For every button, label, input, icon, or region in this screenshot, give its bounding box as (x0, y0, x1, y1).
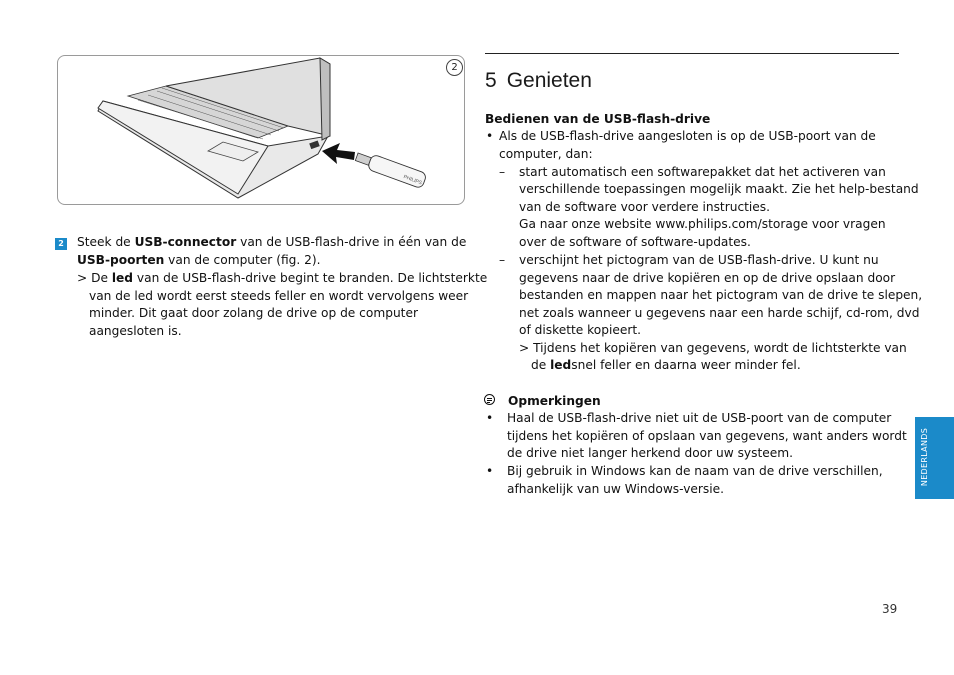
bullet-text-line: Als de USB-flash-drive aangesloten is op de USB-poort van de (499, 129, 876, 143)
bullet-text-line: computer, dan: (499, 147, 593, 161)
note-text-line: afhankelijk van uw Windows-versie. (507, 482, 725, 496)
subheading: Bedienen van de USB-flash-drive (485, 112, 711, 126)
dash-text-line: of diskette kopieert. (519, 323, 642, 337)
note-text-line: de drive niet langer herkend door uw systeem. (507, 446, 794, 460)
dash-text-line: verschijnt het pictogram van de USB-flash-drive. U kunt nu (519, 253, 879, 267)
step-badge: 2 (55, 238, 67, 250)
step-result-line: > De led van de USB-flash-drive begint te branden. De lichtsterkte (77, 271, 488, 285)
figure-number: 2 (446, 59, 463, 76)
usb-logo: PHILIPS (402, 174, 423, 187)
section-rule (485, 53, 899, 54)
section-title: Genieten (506, 69, 592, 92)
dash-mark: – (499, 253, 506, 267)
dash-text-line: bestanden en mappen naar het pictogram van de drive te slepen, (519, 288, 923, 302)
language-label: NEDERLANDS (920, 427, 929, 487)
figure-laptop-usb (57, 55, 465, 205)
page-number: 39 (882, 602, 898, 616)
section-number: 5 (485, 69, 497, 92)
step-text-line: Steek de USB-connector van de USB-flash-drive in één van de (77, 235, 467, 249)
dash-text-line: over de software of software-updates. (519, 235, 751, 249)
bullet-mark: • (486, 129, 494, 143)
note-text-line: Haal de USB-flash-drive niet uit de USB-poort van de computer (507, 411, 892, 425)
dash-mark: – (499, 165, 506, 179)
laptop-usb-illustration (58, 56, 465, 205)
step-result-line: aangesloten is. (89, 324, 182, 338)
step-result-line: minder. Dit gaat door zolang de drive op de computer (89, 306, 418, 320)
dash-text-line: net zoals wanneer u gegevens naar een harde schijf, cd-rom, dvd (519, 306, 920, 320)
note-text-line: tijdens het kopiëren of opslaan van gegevens, want anders wordt (507, 429, 907, 443)
bullet-mark: • (486, 411, 494, 425)
dash-text-line: start automatisch een softwarepakket dat het activeren van (519, 165, 886, 179)
result-text-line: > Tijdens het kopiëren van gegevens, wordt de lichtsterkte van (519, 341, 907, 355)
step-result-line: van de led wordt eerst steeds feller en wordt vervolgens weer (89, 289, 469, 303)
note-text-line: Bij gebruik in Windows kan de naam van de drive verschillen, (507, 464, 883, 478)
dash-text-line: verschillende toepassingen mogelijk maakt. Zie het help-bestand (519, 182, 919, 196)
bullet-mark: • (486, 464, 494, 478)
result-text-line: de ledsnel feller en daarna weer minder fel. (531, 358, 801, 372)
step-text-line: USB-poorten van de computer (fig. 2). (77, 253, 321, 267)
section-heading (485, 68, 592, 94)
dash-text-line: van de software voor verdere instructies. (519, 200, 771, 214)
notes-heading: Opmerkingen (508, 394, 601, 408)
dash-text-line: gegevens naar de drive kopiëren en op de drive opslaan door (519, 271, 896, 285)
dash-text-line: Ga naar onze website www.philips.com/storage voor vragen (519, 217, 886, 231)
note-icon (484, 394, 495, 405)
